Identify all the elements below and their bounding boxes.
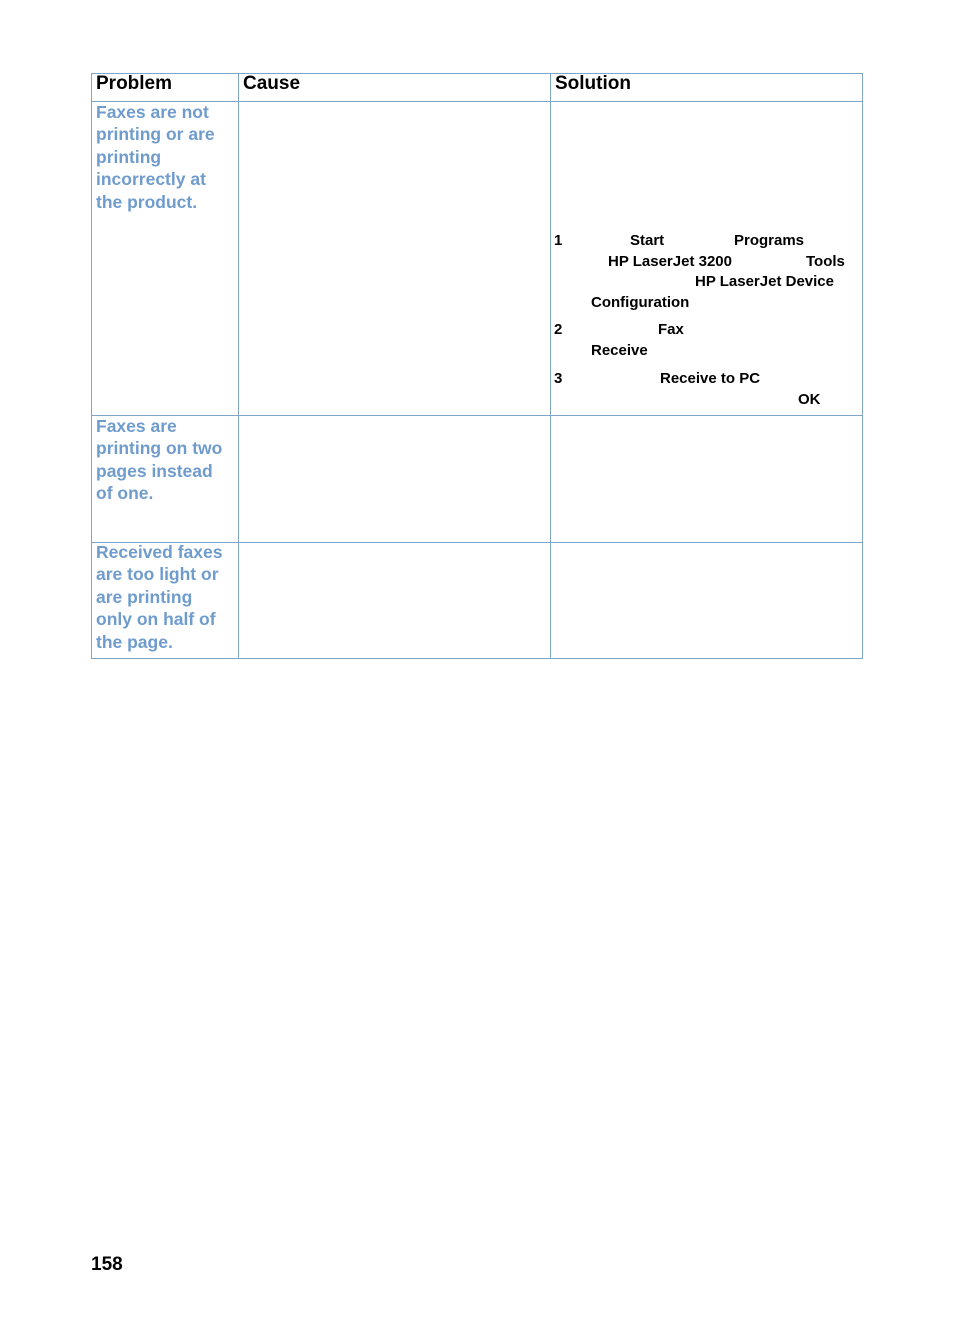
problem-cell-row-3 <box>96 541 236 653</box>
step-3-receive-to-pc: Receive to PC <box>660 370 761 387</box>
problem-line: the product. <box>96 191 198 212</box>
problem-line: printing or are <box>96 124 215 145</box>
step-number-3: 3 <box>554 370 563 387</box>
problem-line: incorrectly at <box>96 169 206 190</box>
step-1-hp-laserjet-device: HP LaserJet Device <box>695 273 834 290</box>
problem-line: of one. <box>96 483 154 504</box>
problem-line: are too light or <box>96 564 219 585</box>
problem-cell-row-1 <box>96 101 236 213</box>
header-solution: Solution <box>555 73 631 94</box>
problem-cell-row-2 <box>96 415 236 505</box>
problem-line: printing on two <box>96 438 223 459</box>
problem-line: Faxes are not <box>96 102 209 122</box>
problem-line: are printing <box>96 586 193 607</box>
problem-line: pages instead <box>96 460 213 481</box>
problem-line: the page. <box>96 631 173 652</box>
step-2-fax: Fax <box>658 321 684 338</box>
table-border-top <box>91 73 863 74</box>
step-1-programs: Programs <box>734 232 805 249</box>
column-divider-1 <box>238 73 239 659</box>
table-border-left <box>91 73 92 659</box>
header-cause: Cause <box>243 73 301 94</box>
step-number-2: 2 <box>554 321 563 338</box>
problem-line: only on half of <box>96 609 216 630</box>
step-1-start: Start <box>630 232 665 249</box>
step-1-hp-laserjet-3200: HP LaserJet 3200 <box>608 252 732 270</box>
problem-line: printing <box>96 146 162 167</box>
troubleshooting-table <box>91 73 863 659</box>
header-problem: Problem <box>96 73 173 94</box>
step-number-1: 1 <box>554 232 563 249</box>
page-number: 158 <box>91 1254 123 1275</box>
table-border-bottom <box>91 658 863 659</box>
problem-line: Faxes are <box>96 416 177 436</box>
table-border-right <box>862 73 863 659</box>
column-divider-2 <box>550 73 551 659</box>
step-1-configuration: Configuration <box>591 293 690 311</box>
step-3-ok: OK <box>798 390 821 408</box>
problem-line: Received faxes <box>96 542 223 562</box>
step-1-tools: Tools <box>806 252 845 270</box>
step-2-receive: Receive <box>591 341 648 359</box>
